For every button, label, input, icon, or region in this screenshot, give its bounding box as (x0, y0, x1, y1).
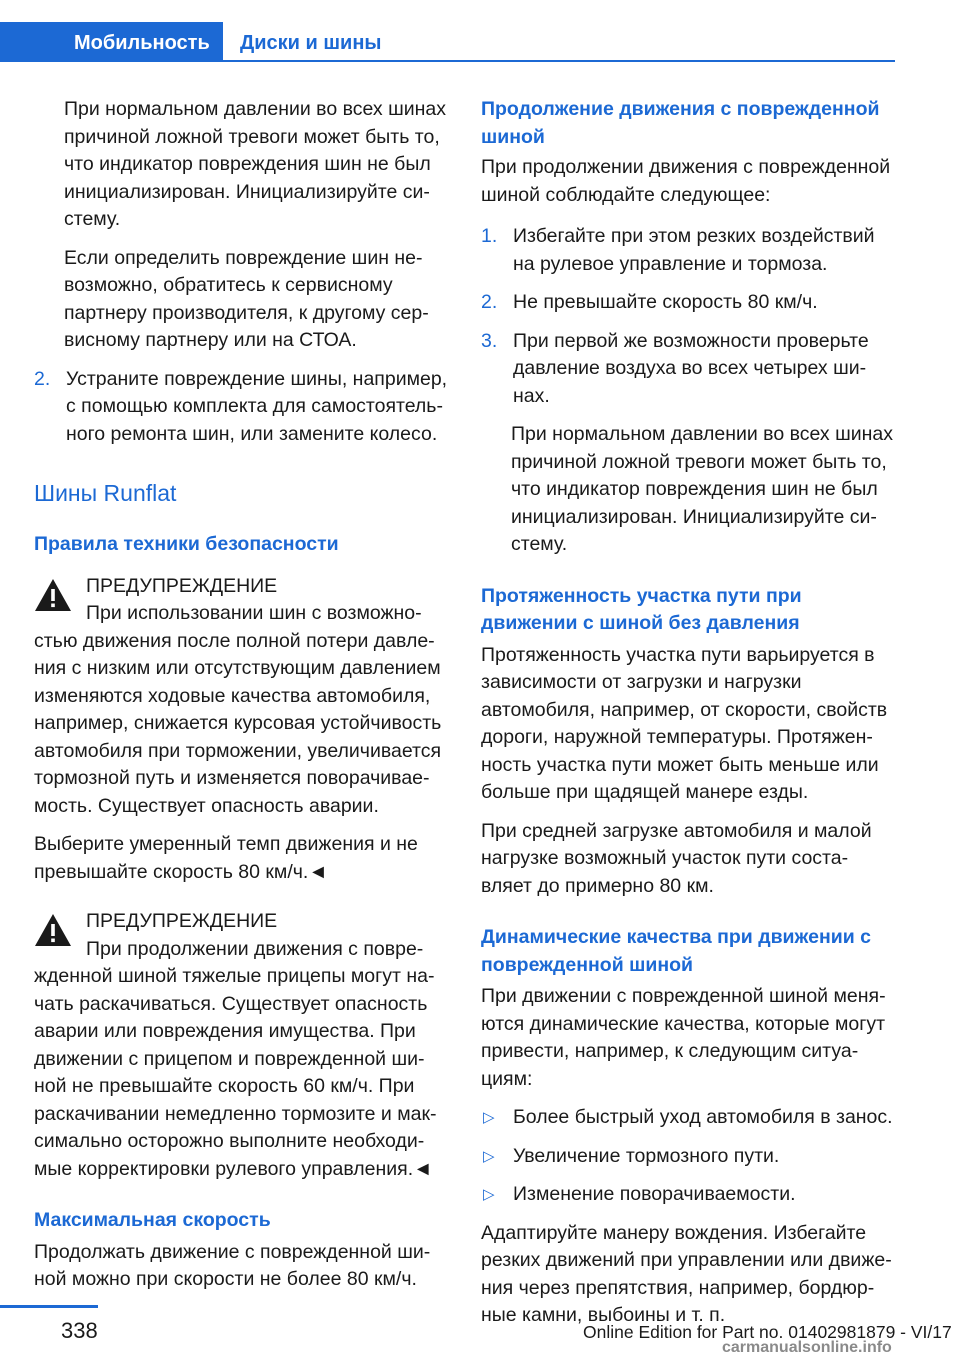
triangle-bullet-icon: ▷ (483, 1147, 495, 1165)
warning-triangle-icon (34, 578, 72, 612)
list-item-text: Увеличение тормозного пути. (513, 1144, 780, 1167)
warning-title: ПРЕДУПРЕЖДЕНИЕ (86, 574, 278, 597)
warning-title: ПРЕДУПРЕЖДЕНИЕ (86, 910, 278, 932)
triangle-bullet-icon: ▷ (483, 1186, 495, 1203)
warning-action: Выберите умеренный темп движения и не превышайте скорость 80 км/ч.◄ (34, 833, 418, 883)
section-tab-mobility[interactable]: Мобильность (0, 22, 223, 62)
list-item-text: Изменение поворачиваемости. (513, 1183, 796, 1205)
subsection-heading: Динамические качества при движении с поврежденной шиной (481, 926, 871, 976)
list-item-text: Более быстрый уход автомобиля в занос. (513, 1106, 893, 1128)
paragraph: При средней загрузке автомобиля и малой нагрузке возможный участок пути соста-вляет до примерно 80 км. (481, 819, 872, 897)
paragraph: При продолжении движения с поврежденной шиной соблюдайте следующее: (481, 156, 891, 206)
warning-block (34, 908, 449, 1183)
subsection-heading: Протяженность участка пути при движении с шиной без давления (481, 584, 802, 634)
list-number: 2. (34, 367, 51, 390)
paragraph: Продолжать движение с поврежденной ши-ной можно при скорости не более 80 км/ч. (34, 1240, 431, 1290)
page-header (0, 0, 895, 62)
list-item-text: При первой же возможности проверьте давление воздуха во всех четырех ши-нах. (513, 329, 869, 407)
list-item-text: Избегайте при этом резких воздействий на рулевое управление и тормоза. (513, 225, 875, 275)
list-number: 1. (481, 225, 498, 247)
list-number: 3. (481, 329, 498, 352)
list-item (481, 1104, 896, 1132)
page-number: 338 (61, 1318, 98, 1343)
list-item (481, 1181, 896, 1209)
paragraph: При движении с поврежденной шиной меня-ются динамические качества, которые могут привести, например, к следующим ситуа-циям: (481, 985, 886, 1090)
paragraph: Протяженность участка пути варьируется в зависимости от загрузки и нагрузки автомобиля, например, от скорости, свойств дороги, наружной температуры. Протяжен-ность участка пути может быть меньше или больше при щадящей манере езды. (481, 643, 888, 803)
warning-triangle-icon (34, 913, 72, 947)
watermark: carmanualsonline.info (722, 1339, 892, 1356)
warning-block (34, 573, 449, 821)
section-tab-wheels-tires[interactable]: Диски и шины (240, 32, 382, 54)
left-column (34, 96, 449, 1294)
list-number: 2. (481, 291, 498, 313)
list-item (481, 289, 896, 317)
list-item (481, 1143, 896, 1171)
subsection-heading: Продолжение движения с поврежденной шиной (481, 98, 880, 148)
footer-rule (0, 1305, 98, 1308)
triangle-bullet-icon: ▷ (483, 1109, 495, 1126)
paragraph: Адаптируйте манеру вождения. Избегайте резких движений при управлении или движе-ния через препятствия, например, бордюр-ные камни, выбоины и т. п. (481, 1221, 892, 1326)
warning-text: При продолжении движения с повре-жденной шиной тяжелые прицепы могут на-чать раскачиваться. Существует опасность аварии или повреждения имущества. При движении с прицепом и поврежденной ши-ной не превышайте скорость 60 км/ч. При раскачивании немедленно тормозите и мак-симально осторожно выполните необходи-мые корректировки рулевого управления.◄ (34, 937, 437, 1180)
list-item (34, 366, 449, 449)
subsection-heading: Правила техники безопасности (34, 533, 339, 555)
paragraph: При нормальном давлении во всех шинах причиной ложной тревоги может быть то, что индикатор повреждения шин не был инициализирован. Инициализируйте си-стему. (511, 423, 893, 555)
section-heading: Шины Runflat (34, 480, 177, 506)
paragraph: Если определить повреждение шин не-возможно, обратитесь к сервисному партнеру производителя, к другому сер-висному партнеру или на СТОА. (64, 246, 429, 351)
list-item-text: Не превышайте скорость 80 км/ч. (513, 291, 818, 313)
paragraph: При нормальном давлении во всех шинах причиной ложной тревоги может быть то, что индикатор повреждения шин не был инициализирован. Инициализируйте си-стему. (64, 98, 446, 230)
subsection-heading: Максимальная скорость (34, 1209, 271, 1231)
list-item-text: Устраните повреждение шины, например, с помощью комплекта для самостоятель-ного ремонта шин, или замените колесо. (66, 367, 448, 445)
edition-note: Online Edition for Part no. 01402981879 - VI/17 (583, 1322, 952, 1342)
list-item (481, 223, 896, 278)
warning-text: При использовании шин с возможно-стью движения после полной потери давле-ния с низким или отсутствующим давлением изменяются ходовые качества автомобиля, например, снижается курсовая устойчивость автомобиля при торможении, увеличивается тормозной путь и изменяется поворачивае-мость. Существует опасность аварии. (34, 602, 442, 817)
list-item (481, 328, 896, 411)
right-column (481, 96, 896, 1330)
